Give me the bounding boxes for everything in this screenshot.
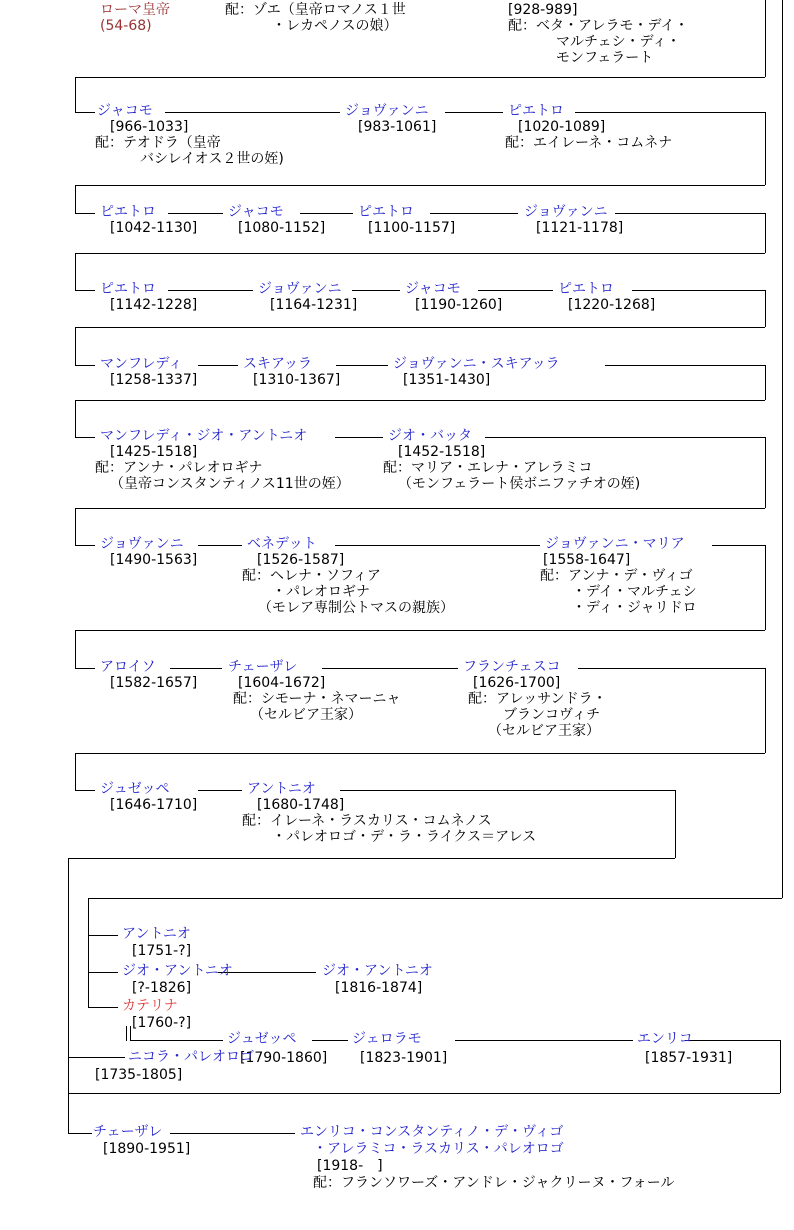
person-name-giuseppe[interactable]: ジュゼッペ xyxy=(100,781,170,797)
row6-line xyxy=(335,437,383,438)
person-dates: [928-989] xyxy=(508,2,578,18)
person-name-enrico-costantino[interactable]: エンリコ・コンスタンティノ・デ・ヴィゴ xyxy=(300,1124,564,1140)
box7-right xyxy=(765,545,766,630)
person-name-giacomo[interactable]: ジャコモ xyxy=(405,281,461,297)
person-dates: [1121-1178] xyxy=(536,220,624,236)
person-name-francesco[interactable]: フランチェスコ xyxy=(463,659,561,675)
box4-right xyxy=(765,290,766,327)
row6-line xyxy=(485,437,765,438)
spouse-line: 配：ベタ・アレラモ・デイ・ xyxy=(508,18,689,34)
row11-line xyxy=(312,1040,348,1041)
box9-right xyxy=(675,790,676,858)
spouse-line: （モンフェラート侯ボニファチオの姪) xyxy=(398,476,641,492)
person-name-roma-emperor[interactable]: ローマ皇帝 xyxy=(100,2,170,18)
person-dates: [1582-1657] xyxy=(110,675,198,691)
row5-line xyxy=(198,365,238,366)
stub-antonio xyxy=(88,935,118,936)
row7-line xyxy=(335,545,540,546)
spouse-line: 配：マリア・エレナ・アレラミコ xyxy=(383,460,593,476)
person-dates: [1042-1130] xyxy=(110,220,198,236)
spouse-line: バシレイオス２世の姪) xyxy=(140,151,284,167)
row11-line xyxy=(131,1040,223,1041)
spouse-line: ・デイ・マルチェシ xyxy=(572,584,697,600)
row3-line xyxy=(75,213,95,214)
person-dates: [1918- ] xyxy=(317,1158,383,1174)
box2-right xyxy=(765,112,766,185)
spouse-line: ・ディ・ジャリドロ xyxy=(572,600,697,616)
nest-left xyxy=(88,898,89,1007)
box3-left xyxy=(75,185,76,213)
person-dates: [1164-1231] xyxy=(270,297,358,313)
row3-line xyxy=(615,213,765,214)
person-dates: [1680-1748] xyxy=(257,797,345,813)
person-dates: [1452-1518] xyxy=(398,444,486,460)
person-dates: [1816-1874] xyxy=(335,980,423,996)
person-name-gio-antonio-2[interactable]: ジオ・アントニオ xyxy=(322,963,433,979)
row9-line xyxy=(198,790,242,791)
row2-line xyxy=(575,112,765,113)
nest-top xyxy=(88,898,782,899)
box6-left xyxy=(75,400,76,437)
row3-line xyxy=(300,213,353,214)
person-dates: [1220-1268] xyxy=(568,297,656,313)
row7-line xyxy=(75,545,95,546)
person-name-caterina[interactable]: カテリナ xyxy=(122,998,178,1014)
row4-line xyxy=(75,290,95,291)
row9-line xyxy=(340,790,675,791)
person-name-giovanni[interactable]: ジョヴァンニ xyxy=(345,103,429,119)
person-dates: [1790-1860] xyxy=(240,1050,328,1066)
person-name-aloiso[interactable]: アロイソ xyxy=(100,659,156,675)
row3-line xyxy=(168,213,223,214)
person-dates: [1823-1901] xyxy=(360,1050,448,1066)
person-name-benedetto[interactable]: ベネデット xyxy=(247,536,317,552)
spouse-line: 配：テオドラ（皇帝 xyxy=(95,135,221,151)
person-dates: [1080-1152] xyxy=(238,220,326,236)
row8-line xyxy=(170,668,222,669)
spouse-line: （セルビア王家） xyxy=(488,723,600,739)
marriage-link xyxy=(126,1026,127,1041)
row7-line xyxy=(198,545,242,546)
person-name-manfredi-gio-antonio[interactable]: マンフレディ・ジオ・アントニオ xyxy=(100,428,308,444)
person-name-giuseppe[interactable]: ジュゼッペ xyxy=(227,1031,297,1047)
person-name-manfredi[interactable]: マンフレディ xyxy=(100,356,183,372)
row2-line xyxy=(165,112,340,113)
spouse-line: 配：ヘレナ・ソフィア xyxy=(242,568,381,584)
spouse-line: マルチェシ・ディ・ xyxy=(556,34,681,50)
box3-bottom xyxy=(75,253,765,254)
row11-line xyxy=(685,1040,780,1041)
person-name-pietro[interactable]: ピエトロ xyxy=(558,281,614,297)
row8-line xyxy=(578,668,765,669)
person-name-gio-antonio[interactable]: ジオ・アントニオ xyxy=(122,963,233,979)
person-dates: [1425-1518] xyxy=(110,444,198,460)
person-name-giacomo[interactable]: ジャコモ xyxy=(228,204,284,220)
person-name-antonio[interactable]: アントニオ xyxy=(122,926,191,942)
row3-line xyxy=(430,213,518,214)
box9-bottom xyxy=(68,858,675,859)
box9-left xyxy=(75,753,76,790)
box1-right xyxy=(765,0,766,77)
box8-right xyxy=(765,668,766,753)
spouse-line: 配：アレッサンドラ・ xyxy=(468,691,607,707)
box8-left xyxy=(75,630,76,668)
spouse-line: モンフェラート xyxy=(556,50,654,66)
spouse-line: 配：フランソワーズ・アンドレ・ジャクリーヌ・フォール xyxy=(313,1175,675,1191)
stub-caterina xyxy=(88,1007,118,1008)
spouse-line: ・パレオロギナ xyxy=(272,584,370,600)
person-name-giovanni[interactable]: ジョヴァンニ xyxy=(100,536,184,552)
spouse-line: ・レカペノスの娘） xyxy=(272,18,398,34)
spouse-line: 配：イレーネ・ラスカリス・コムネノス xyxy=(242,813,492,829)
person-dates: [1142-1228] xyxy=(110,297,198,313)
spouse-line: ブランコヴィチ xyxy=(503,707,601,723)
row6-line xyxy=(75,437,95,438)
person-dates: [1626-1700] xyxy=(473,675,561,691)
stub-gio-antonio xyxy=(88,972,118,973)
box7-left xyxy=(75,508,76,545)
spouse-line: 配：シモーナ・ネマーニャ xyxy=(233,691,401,707)
person-dates: [1646-1710] xyxy=(110,797,198,813)
row11-line xyxy=(455,1040,633,1041)
person-name-antonio[interactable]: アントニオ xyxy=(247,781,316,797)
row5-line xyxy=(336,365,388,366)
person-name-pietro[interactable]: ピエトロ xyxy=(358,204,414,220)
person-dates: [1857-1931] xyxy=(645,1050,733,1066)
spouse-line: ・パレオロゴ・デ・ラ・ライクス＝アレス xyxy=(272,829,537,845)
box8-bottom xyxy=(75,753,765,754)
spouse-line: （モレア専制公トマスの親族） xyxy=(258,600,454,616)
person-name-schiarra[interactable]: スキアッラ xyxy=(243,356,313,372)
person-name-enrico-costantino-line2[interactable]: ・アレラミコ・ラスカリス・パレオロゴ xyxy=(313,1141,564,1157)
row12-line xyxy=(170,1133,295,1134)
box5-right xyxy=(765,365,766,400)
row5-line xyxy=(75,365,95,366)
nicola-stub xyxy=(68,1057,125,1058)
box4-left xyxy=(75,253,76,290)
person-name-gerolamo[interactable]: ジェロラモ xyxy=(352,1031,422,1047)
row2-line xyxy=(445,112,503,113)
person-dates: [1258-1337] xyxy=(110,372,198,388)
box6-bottom xyxy=(75,508,765,509)
person-name-giacomo[interactable]: ジャコモ xyxy=(97,103,153,119)
person-name-nicola-paleologo[interactable]: ニコラ・パレオロゴ xyxy=(128,1049,254,1065)
person-dates: [1490-1563] xyxy=(110,552,198,568)
box11-right xyxy=(780,1040,781,1093)
box3-right xyxy=(765,213,766,253)
spouse-line: （セルビア王家） xyxy=(250,707,362,723)
person-name-pietro[interactable]: ピエトロ xyxy=(508,103,564,119)
row4-line xyxy=(168,290,253,291)
person-dates: [1751-?] xyxy=(132,943,192,959)
person-name-cesare[interactable]: チェーザレ xyxy=(93,1124,163,1140)
row12-stub xyxy=(68,1133,92,1134)
spouse-line: （皇帝コンスタンティノス11世の姪） xyxy=(110,476,350,492)
person-era-roma-emperor: (54-68) xyxy=(100,18,152,34)
person-dates: [983-1061] xyxy=(358,119,437,135)
person-dates: [1310-1367] xyxy=(253,372,341,388)
row4-line xyxy=(478,290,553,291)
row8-line xyxy=(322,668,458,669)
row5-line xyxy=(605,365,765,366)
row4-line xyxy=(352,290,400,291)
person-name-giovanni-maria[interactable]: ジョヴァンニ・マリア xyxy=(545,536,685,552)
box5-left xyxy=(75,327,76,365)
person-name-giovanni[interactable]: ジョヴァンニ xyxy=(258,281,342,297)
spouse-line: 配：エイレーネ・コムネナ xyxy=(505,135,673,151)
row4-line xyxy=(632,290,765,291)
person-name-enrico[interactable]: エンリコ xyxy=(637,1031,693,1047)
box4-bottom xyxy=(75,327,765,328)
person-dates: [1558-1647] xyxy=(543,552,631,568)
row2-line xyxy=(75,112,95,113)
connector-right-long xyxy=(782,0,783,898)
row8-line xyxy=(75,668,95,669)
connector-left-long xyxy=(68,858,69,1133)
person-name-giovanni-schiarra[interactable]: ジョヴァンニ・スキアッラ xyxy=(393,356,560,372)
box2-bottom xyxy=(75,185,765,186)
person-name-pietro[interactable]: ピエトロ xyxy=(100,281,156,297)
marriage-link xyxy=(130,1026,131,1041)
person-dates: [966-1033] xyxy=(110,119,189,135)
box1-bottom xyxy=(75,77,765,78)
box2-left xyxy=(75,77,76,112)
person-name-gio-batta[interactable]: ジオ・バッタ xyxy=(388,428,472,444)
row9-line xyxy=(75,790,95,791)
person-dates: [1351-1430] xyxy=(403,372,491,388)
box6-right xyxy=(765,437,766,508)
person-dates: [1890-1951] xyxy=(103,1141,191,1157)
person-name-cesare[interactable]: チェーザレ xyxy=(228,659,298,675)
box5-bottom xyxy=(75,400,765,401)
row7-line xyxy=(712,545,765,546)
box11-bottom xyxy=(68,1093,780,1094)
person-name-pietro[interactable]: ピエトロ xyxy=(100,204,156,220)
person-name-giovanni[interactable]: ジョヴァンニ xyxy=(524,204,608,220)
person-dates: [1100-1157] xyxy=(368,220,456,236)
spouse-line: 配：アンナ・デ・ヴィゴ xyxy=(540,568,693,584)
person-dates: [1190-1260] xyxy=(415,297,503,313)
person-dates: [1735-1805] xyxy=(95,1067,183,1083)
person-dates: [1526-1587] xyxy=(257,552,345,568)
person-dates: [1020-1089] xyxy=(518,119,606,135)
spouse-line: 配：アンナ・パレオロギナ xyxy=(95,460,263,476)
spouse-line: 配：ゾエ（皇帝ロマノス１世 xyxy=(225,2,406,18)
person-dates: [1760-?] xyxy=(132,1015,192,1031)
box7-bottom xyxy=(75,630,765,631)
person-dates: [?-1826] xyxy=(132,980,192,996)
person-dates: [1604-1672] xyxy=(238,675,326,691)
